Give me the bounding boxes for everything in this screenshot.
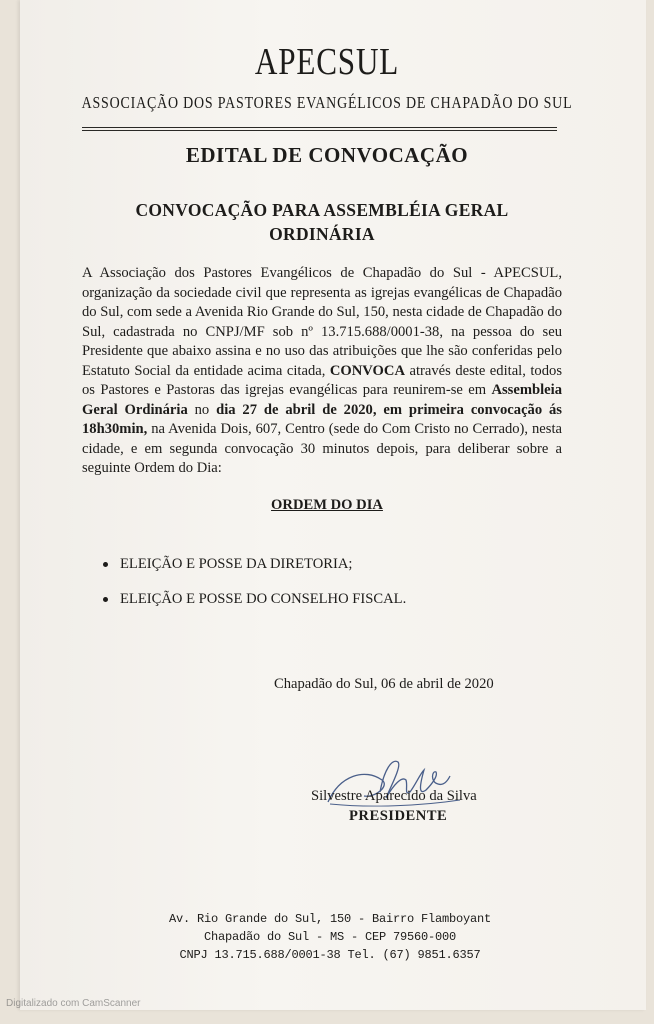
bullet-icon [103,562,108,567]
org-full-name: ASSOCIAÇÃO DOS PASTORES EVANGÉLICOS DE CHAPADÃO DO SUL [81,93,573,112]
paragraph-part-2: através deste edital, todos os Pastores e Pastoras das igrejas evangélicas para reunirem-se em [82,362,563,398]
document-title: EDITAL DE CONVOCAÇÃO [185,143,469,167]
footer-address-line: Av. Rio Grande do Sul, 150 - Bairro Flamboyant [168,912,492,926]
header-rule-top [82,127,557,128]
address-footer [140,910,520,964]
footer-city-line: Chapadão do Sul - MS - CEP 79560-000 [203,930,457,944]
subtitle-line-2: ORDINÁRIA [269,224,375,244]
convocation-paragraph [82,264,562,479]
agenda-item [103,590,523,609]
subtitle-line-1: CONVOCAÇÃO PARA ASSEMBLÉIA GERAL [135,200,509,220]
scanner-watermark: Digitalizado com CamScanner [6,998,141,1009]
convoca-emphasis: CONVOCA [329,362,405,379]
header-rule-bottom [82,130,557,131]
signer-name: Silvestre Aparecido da Silva [311,788,477,804]
signer-role: PRESIDENTE [349,808,448,824]
bullet-icon [103,597,108,602]
agenda-item-text: ELEIÇÃO E POSSE DO CONSELHO FISCAL. [120,591,407,607]
paragraph-part-3: no [187,401,217,418]
org-acronym: APECSUL [254,41,400,83]
agenda-item [103,555,523,574]
agenda-list [103,555,523,625]
paragraph-part-4: na Avenida Dois, 607, Centro (sede do Com Cristo no Cerrado), nesta cidade, e em segunda convocação 30 minutos depois, para deliberar sobre a seguinte Ordem do Dia: [82,421,562,476]
place-date-line: Chapadão do Sul, 06 de abril de 2020 [274,676,494,692]
document-subtitle [100,198,544,246]
agenda-heading: ORDEM DO DIA [271,497,383,513]
assembly-emphasis: Assembleia Geral Ordinária [82,382,562,418]
agenda-item-text: ELEIÇÃO E POSSE DA DIRETORIA; [120,556,353,572]
event-date-emphasis: dia 27 de abril de 2020, em primeira convocação ás 18h30min, [82,401,562,437]
footer-contact-line: CNPJ 13.715.688/0001-38 Tel. (67) 9851.6357 [179,948,481,962]
paragraph-part-1: A Associação dos Pastores Evangélicos de Chapadão do Sul - APECSUL, organização da sociedade civil que representa as igrejas evangélicas de Chapadão do Sul, com sede a Avenida Rio Grande do Sul, 150, nesta cidade de Chapadão do Sul, cadastrada no CNPJ/MF sob nº 13.715.688/0001-38, na pessoa do seu Presidente que abaixo assina e no uso das atribuições que lhe são conferidas pelo Estatuto Social da entidade acima citada, [82,265,562,379]
